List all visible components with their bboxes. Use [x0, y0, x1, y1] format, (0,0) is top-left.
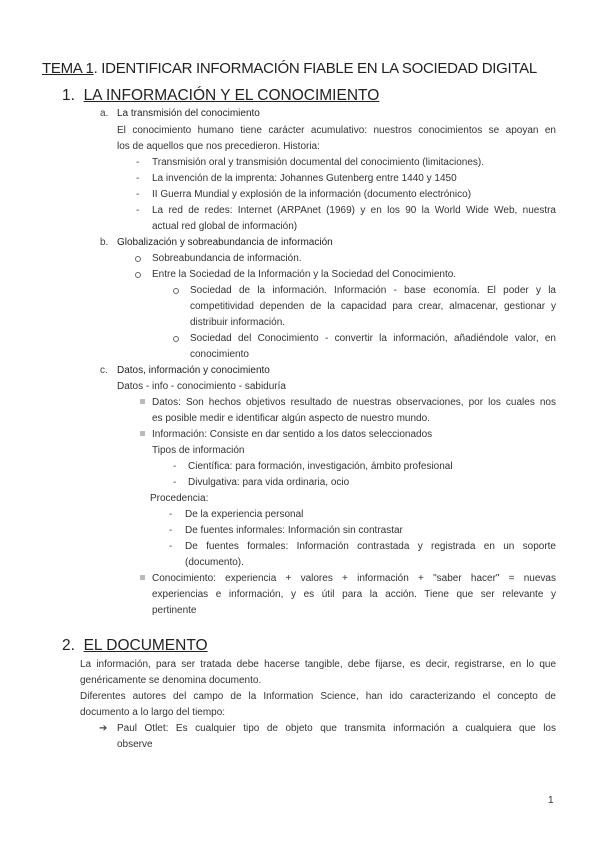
list-item-continued: es posible medir e identificar algún aspecto de nuestro mundo. [152, 413, 430, 424]
square-bullet [140, 399, 145, 404]
list-marker-a: a. [100, 108, 109, 119]
arrow-bullet-icon: ➔ [99, 723, 108, 734]
title-prefix: TEMA 1 [42, 60, 94, 77]
circle-bullet [173, 336, 179, 342]
square-bullet [140, 575, 145, 580]
dash-bullet: - [136, 173, 140, 184]
list-item-continued: experiencias e información, y es útil para la acción. Tiene que ser relevante y [152, 589, 556, 600]
list-item: De fuentes formales: Información contrastada y registrada en un soporte [185, 541, 556, 552]
sub-list-item-continued: competitividad dependen de la capacidad para crear, almacenar, gestionar y [190, 301, 556, 312]
section-number: 2. [62, 637, 75, 654]
sub-list-item: Sociedad de la información. Información - base economía. El poder y la [190, 285, 556, 296]
section-number: 1. [62, 87, 75, 104]
dash-bullet: - [136, 189, 140, 200]
list-marker-c: c. [100, 365, 108, 376]
title-text: . IDENTIFICAR INFORMACIÓN FIABLE EN LA SOCIEDAD DIGITAL [93, 60, 537, 77]
dash-bullet: - [169, 509, 173, 520]
list-item: Datos: Son hechos objetivos resultado de nuestras observaciones, por los cuales nos [152, 397, 556, 408]
list-item: Conocimiento: experiencia + valores + información + "saber hacer" = nuevas [152, 573, 556, 584]
list-item: Transmisión oral y transmisión documental del conocimiento (limitaciones). [152, 157, 484, 168]
section-2-heading [62, 636, 208, 656]
section-title: EL DOCUMENTO [83, 637, 208, 654]
dash-bullet: - [169, 541, 173, 552]
list-item: La red de redes: Internet (ARPAnet (1969) y en los 90 la World Wide Web, nuestra [152, 205, 556, 216]
dash-bullet: - [136, 157, 140, 168]
list-item-continued: pertinente [152, 605, 197, 616]
dash-bullet: - [173, 461, 177, 472]
sub-list-item: Sociedad del Conocimiento - convertir la información, añadiéndole valor, en [190, 333, 556, 344]
paragraph-line: documento a lo largo del tiempo: [80, 707, 226, 718]
page-number: 1 [548, 795, 554, 806]
paragraph-line: genéricamente se denomina documento. [80, 675, 262, 686]
procedencia-label: Procedencia: [150, 493, 209, 504]
list-item: Paul Otlet: Es cualquier tipo de objeto que transmita información a cualquiera que los [117, 723, 556, 734]
dash-bullet: - [136, 205, 140, 216]
circle-bullet [135, 272, 141, 278]
list-item: De la experiencia personal [185, 509, 304, 520]
list-item: Entre la Sociedad de la Información y la Sociedad del Conocimiento. [152, 269, 457, 280]
paragraph-line: Datos - info - conocimiento - sabiduría [117, 381, 286, 392]
list-item: De fuentes informales: Información sin contrastar [185, 525, 403, 536]
list-item: Información: Consiste en dar sentido a los datos seleccionados [152, 429, 433, 440]
circle-bullet [135, 256, 141, 262]
list-item: La invención de la imprenta: Johannes Gutenberg entre 1440 y 1450 [152, 173, 457, 184]
list-item-continued: actual red global de información) [152, 221, 298, 232]
subsection-c-heading: Datos, información y conocimiento [117, 365, 270, 376]
section-title: LA INFORMACIÓN Y EL CONOCIMIENTO [83, 87, 380, 104]
list-item: Científica: para formación, investigación, ámbito profesional [188, 461, 453, 472]
dash-bullet: - [173, 477, 177, 488]
list-item-continued: observe [117, 739, 153, 750]
sub-list-item-continued: distribuir información. [190, 317, 286, 328]
section-1-heading [62, 86, 379, 106]
list-item: II Guerra Mundial y explosión de la información (documento electrónico) [152, 189, 472, 200]
sub-list-item-continued: conocimiento [190, 349, 249, 360]
circle-bullet [173, 288, 179, 294]
paragraph-line: La información, para ser tratada debe hacerse tangible, debe fijarse, es decir, registrarse, en lo que [80, 659, 556, 670]
paragraph-line: los de aquellos que nos precedieron. Historia: [117, 141, 320, 152]
square-bullet [140, 431, 145, 436]
page-title [42, 58, 582, 80]
list-item-continued: (documento). [185, 557, 244, 568]
paragraph-line: Diferentes autores del campo de la Information Science, han ido caracterizando el concepto de [80, 691, 556, 702]
subsection-a-heading: La transmisión del conocimiento [117, 108, 260, 119]
list-item: Sobreabundancia de información. [152, 253, 302, 264]
tipos-label: Tipos de información [152, 445, 245, 456]
dash-bullet: - [169, 525, 173, 536]
list-marker-b: b. [100, 237, 109, 248]
subsection-b-heading: Globalización y sobreabundancia de información [117, 237, 333, 248]
paragraph-line: El conocimiento humano tiene carácter acumulativo: nuestros conocimientos se apoyan en [117, 125, 556, 136]
list-item: Divulgativa: para vida ordinaria, ocio [188, 477, 350, 488]
